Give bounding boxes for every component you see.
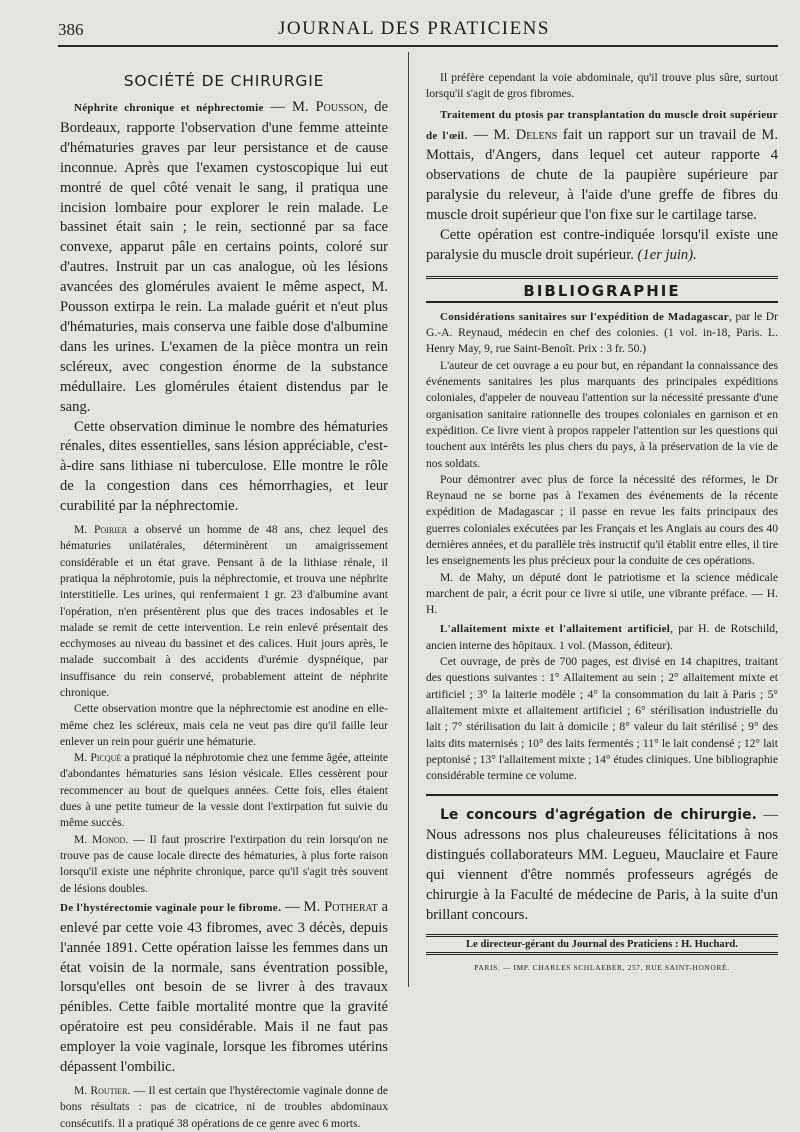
author-name: Potherat [324,898,378,915]
printer-line: PARIS. — IMP. CHARLES SCHLAEBER, 257, RUE SAINT-HONORÉ. [474,962,730,972]
author-name: M. Monod [74,832,126,846]
news-heading: Le concours d'agrégation de chirurgie. [440,807,757,824]
review-paragraph: M. de Mahy, un député dont le patriotisme et la science médicale marchent de pair, a écrit pour ce livre si utile, une vibrante préface. — H. H. [426,570,778,617]
report-paragraph: M. Poirier a observé un homme de 48 ans, chez lequel des hématuries unilatérales, déterminèrent un amaigrissement considérable et un état grave. Pensant à de la lithiase rénale, il pratiqua la néphrotomie, puis la néphrectomie, et trouva une néphrite interstitielle. Les urines, qui renfermaient 1 gr. 23 d'albumine avant l'opération, n'en présentèrent plus que des traces indosables et le malade se remit de cette intervention. Le rein enlevé présentait des ecchymoses au niveau du bassinet et des calices. Huit jours après, le malade succombait à des accidents d'urémie dyspnéique, par insuffisance du rein conservé, probablement atteint de néphrite chronique. [60,523,389,699]
author-name: Delens [515,126,558,143]
review-paragraph: Pour démontrer avec plus de force la nécessité des réformes, le Dr Reynaud ne se borne pas à l'examen des événements de la récente expédition de Madagascar ; il passe en revue les faits principaux des guerres coloniales exécutées par les Français et les Anglais au cours des 40 dernières années, et du parallèle très instructif qu'il établit entre elles, il tire les enseignements les plus précieux pour la conduite de ces opérations. [426,472,778,568]
article-heading: De l'hystérectomie vaginale pour le fibrome [60,901,278,914]
section-title: SOCIÉTÉ DE CHIRURGIE [123,72,325,90]
news-paragraph: Le concours d'agrégation de chirurgie. — Nous adressons nos plus chaleureuses félicitations à nos distingués collaborateurs MM. Legueu, Mauclaire et Faure qui viennent d'être nommés professeurs agrégés de chirurgie à la Faculté de médecine de Paris, à la suite d'un brillant concours. [426,807,778,923]
book-title: Considérations sanitaires sur l'expédition de Madagascar [440,310,729,323]
report-paragraph: Cette observation montre que la néphrectomie est anodine en elle-même chez les scléreux, mais cela ne veut pas dire qu'il faille leur enlever un rein pour guérir une hématurie. [60,702,388,748]
date-note: (1er juin). [633,246,697,263]
report-paragraph: M. Monod. — Il faut proscrire l'extirpation du rein lorsqu'on ne trouve pas de cause locale directe des hématuries, à plus forte raison lorsqu'il existe une néphrite chronique, parce qu'il s'agit très souvent de lésions doubles. [60,832,388,895]
author-name: Pousson [315,99,364,115]
book-title: L'allaitement mixte et l'allaitement artificiel [440,623,671,636]
report-paragraph: Il préfère cependant la voie abdominale, qu'il trouve plus sûre, surtout lorsqu'il s'agit de gros fibromes. [426,71,778,101]
review-paragraph: L'auteur de cet ouvrage a eu pour but, en répandant la connaissance des événements sanitaires les plus marquants des principales expéditions coloniales, d'appeler de nouveau l'attention sur la nécessité pressante d'une organisation sanitaire rationnelle des troupes coloniales en garnison et en expédition. Ce livre vient à propos rappeler l'attention sur les questions qui touchent aux intérêts les plus chers du pays, à la préservation de la vie de nos soldats. [426,358,778,470]
article-paragraph: Cette observation diminue le nombre des hématuries rénales, dites essentielles, sans lésion appréciable, c'est-à-dire sans lithiase ni tuberculose. Elle montre le rôle de la congestion dans ces hémorrhagies, et leur curabilité par la néphrectomie. [60,418,388,515]
report-paragraph: M. Picqué a pratiqué la néphrotomie chez une femme âgée, atteinte d'abondantes hématuries sans lésion vésicale. Elles cessèrent pour recommencer au bout de quelques années. Cette fois, elles étaient dues à une petite tumeur de la vessie dont l'extirpation fut suivie du même succès. [60,751,388,830]
article-paragraph: Néphrite chronique et néphrectomie — M. Pousson, de Bordeaux, rapporte l'observation d'une femme atteinte d'hématuries graves par leur persistance et de cause inconnue. Après que l'examen cystoscopique lui eut montré de quel côté venait le sang, il pratiqua une incision lombaire pour explorer le rein malade. Le bassinet était sain ; le rein, sectionné par sa face convexe, apparut pâle en certains points, coloré sur d'autres. Instruit par un cas analogue, où les lésions avancées des glomérules avaient le même aspect, M. Pousson extirpa le rein. La malade guérit et n'eut plus d'hématuries, mais conserva une faible dose d'albumine dans les urines. L'examen de la pièce montra un rein scléreux, avec congestion énorme de la substance médullaire. Les glomérules étaient distendus par le sang. [60,99,388,415]
article-paragraph: Traitement du ptosis par transplantation du muscle droit supérieur de l'œil. — M. Delens fait un rapport sur un travail de M. Mottais, d'Angers, dans lequel cet auteur rapporte 4 observations de chute de la paupière supérieure par paralysie du releveur, à l'aide d'une greffe de fibres du muscle droit supérieur que l'on fixe sur le cartilage tarse. [426,108,778,224]
left-column [60,58,388,1132]
book-entry: L'allaitement mixte et l'allaitement artificiel, par H. de Rotschild, ancien interne des hôpitaux. 1 vol. (Masson, éditeur). [426,622,778,652]
column-divider [408,52,409,987]
article-heading: Traitement du ptosis par transplantation du muscle droit supérieur de l'œil [426,108,778,142]
article-paragraph: Cette opération est contre-indiquée lorsqu'il existe une paralysie du muscle droit supérieur. (1er juin). [426,227,778,263]
header-rule [58,45,778,47]
page-header [58,18,770,44]
article-paragraph: De l'hystérectomie vaginale pour le fibrome. — M. Potherat a enlevé par cette voie 43 fibromes, avec 3 décès, depuis l'année 1891. Cette opération laisse les femmes dans un état voisin de la normale, sans éventration possible, lorsqu'elles ont besoin de se livrer à des travaux pénibles. Cette faible mortalité montre que la gravité opératoire est peu considérable. Mais il ne faut pas employer la voie vaginale, lorsque les fibromes utérins dépassent l'ombilic. [60,898,388,1076]
report-paragraph: M. Routier. — Il est certain que l'hystérectomie vaginale donne de bons résultats : pas de cicatrice, ni de troubles abdominaux consécutifs. Il a pratiqué 38 opérations de ce genre avec 6 morts. [60,1084,388,1130]
director-line: Le directeur-gérant du Journal des Praticiens : H. Huchard. [426,934,778,955]
article-heading: Néphrite chronique et néphrectomie [74,102,264,114]
author-name: M. Poirier [74,523,128,537]
page-number: 386 [58,20,84,39]
bibliography-heading: BIBLIOGRAPHIE [426,276,778,303]
review-paragraph: Cet ouvrage, de près de 700 pages, est divisé en 14 chapitres, traitant des questions suivantes : 1° Allaitement au sein ; 2° allaitement mixte et artificiel ; 3° la laiterie modèle ; 4° la consommation du lait à Paris ; 5° allaitement mixte et allaitement artificiel ; 6° stérilisation industrielle du lait ; 7° stérilisation du lait à domicile ; 8° valeur du lait stérilisé ; 9° des laits dits maternisés ; 10° des laits fermentés ; 11° le lait condensé ; 12° lait peptonisé ; 13° l'allaitement mixte ; 14° études cliniques. Une bibliographie considérable termine ce volume. [426,655,778,783]
author-name: M. Picqué [74,751,122,765]
book-entry: Considérations sanitaires sur l'expédition de Madagascar, par le Dr G.-A. Reynaud, médecin en chef des colonies. (1 vol. in-18, Paris. L. Henry May, 9, rue Saint-Benoît. Prix : 3 fr. 50.) [426,309,779,356]
section-separator [426,794,778,796]
author-name: M. Routier [74,1084,128,1098]
journal-title: JOURNAL DES PRATICIENS [278,18,550,39]
right-column [426,70,778,972]
